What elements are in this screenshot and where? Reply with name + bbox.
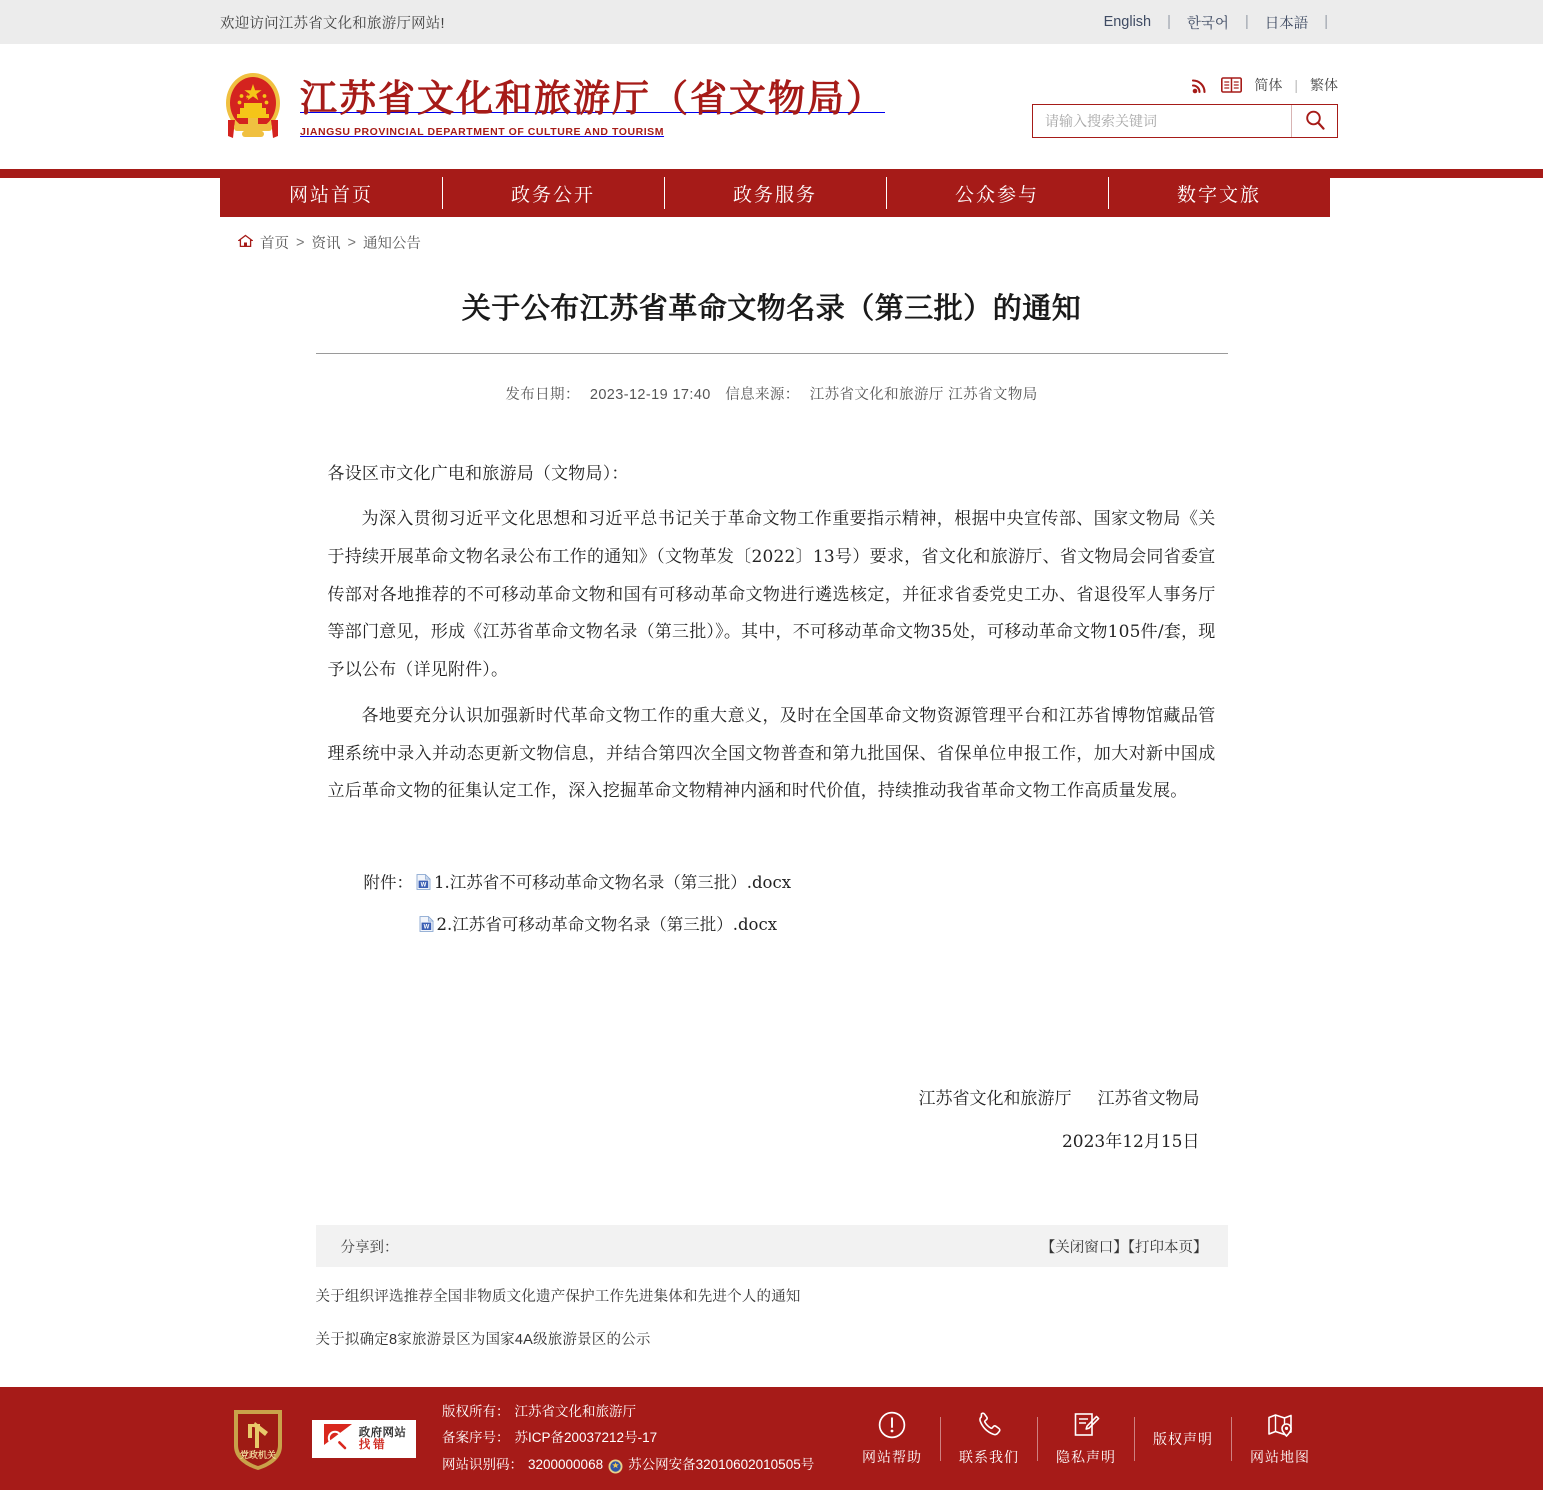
home-icon [238,234,253,252]
search-button[interactable] [1291,105,1337,137]
simplified-chinese-link[interactable]: 简体 [1254,77,1283,93]
attachments-label: 附件： [363,873,413,893]
signature-org-department: 江苏省文化和旅游厅 [918,1089,1072,1110]
attachment-row [364,869,1216,893]
government-website-error-report-badge[interactable] [312,1420,416,1458]
breadcrumb [238,232,1543,253]
breadcrumb-item-home[interactable]: 首页 [260,236,289,252]
signature-block [316,953,1228,1163]
police-record-link[interactable]: 苏公网安备32010602010505号 [628,1456,815,1472]
footer-copyright-line [442,1399,814,1425]
utility-separator: | [1294,77,1298,93]
footer-link-label: 网站帮助 [862,1450,922,1467]
search-input[interactable] [1033,105,1291,137]
party-government-badge-icon [230,1406,286,1472]
close-window-button[interactable]: 【关闭窗口】 [1040,1239,1128,1256]
page-title: 关于公布江苏省革命文物名录（第三批）的通知 [461,291,1082,325]
publish-date-label: 发布日期： [505,386,580,403]
gov-check-title: 政府网站 [358,1426,407,1439]
signature-org-bureau: 江苏省文物局 [1097,1089,1200,1110]
svg-text:W: W [423,924,429,931]
site-id-value: 3200000068 [528,1456,604,1472]
main-nav-bar [0,169,1543,206]
welcome-message: 欢迎访问江苏省文化和旅游厅网站! [220,15,445,32]
top-bar [0,0,1543,44]
police-badge-icon [608,1457,623,1472]
signature-orgs [316,1078,1200,1121]
related-link[interactable]: 关于组织评选推荐全国非物质文化遗产保护工作先进集体和先进个人的通知 [315,1289,801,1306]
utility-row [1192,75,1338,95]
site-title-cn: 江苏省文化和旅游厅（省文物局） [300,76,885,121]
header-utilities [1032,75,1338,138]
national-emblem-icon [220,70,286,144]
attachment-link[interactable]: 1.江苏省不可移动革命文物名录（第三批）.docx [434,873,792,893]
footer-link-label: 隐私声明 [1056,1450,1116,1467]
share-actions [1041,1236,1208,1257]
related-link[interactable]: 关于拟确定8家旅游景区为国家4A级旅游景区的公示 [315,1332,651,1349]
site-header [0,44,1543,169]
nav-item-digital-culture-tourism[interactable]: 数字文旅 [1108,169,1330,217]
article-paragraph: 各设区市文化广电和旅游局（文物局）： [327,463,629,484]
nav-item-home[interactable]: 网站首页 [288,183,373,206]
footer-link-label: 版权声明 [1153,1431,1213,1448]
language-separator: | [1244,14,1249,30]
breadcrumb-separator: > [347,234,356,251]
article [316,253,1228,1349]
site-logo-link[interactable] [220,70,1032,144]
gov-check-magnifier-icon [322,1421,356,1456]
language-switcher [1088,12,1328,33]
footer-links [844,1401,1328,1477]
source-label: 信息来源： [725,386,800,403]
footer-icp-line [442,1425,814,1451]
word-document-icon [416,874,431,890]
attachment-row [364,911,1216,935]
footer-link-label: 网站地图 [1250,1450,1310,1467]
article-paragraph: 为深入贯彻习近平文化思想和习近平总书记关于革命文物工作重要指示精神，根据中央宣传部、国家文物局《关于持续开展革命文物名录公布工作的通知》（文物革发〔2022〕13号）要求，省文化和旅游厅、省文物局会同省委宣传部对各地推荐的不可移动革命文物和国有可移动革命文物进行遴选核定，并征求省委党史工办、省退役军人事务厅等部门意见，形成《江苏省革命文物名录（第三批）》。其中，不可移动革命文物35处，可移动革命文物105件/套，现予以公布（详见附件）。 [327,509,1216,681]
document-edit-icon [1071,1410,1101,1440]
footer-link-site-map[interactable] [1232,1401,1328,1477]
share-label: 分享到： [340,1239,399,1256]
svg-text:W: W [420,882,427,889]
footer-link-privacy-statement[interactable] [1038,1401,1134,1477]
book-icon[interactable] [1221,77,1242,93]
copyright-label: 版权所有： [442,1404,510,1420]
source-value: 江苏省文化和旅游厅 江苏省文物局 [809,386,1038,403]
word-document-icon [419,916,434,932]
icp-label: 备案序号： [442,1430,510,1446]
site-footer [0,1387,1543,1490]
phone-icon [974,1410,1004,1440]
footer-info [442,1399,814,1478]
article-meta [316,354,1228,404]
breadcrumb-item-announcements[interactable]: 通知公告 [362,236,421,252]
svg-text:党政机关: 党政机关 [239,1450,277,1461]
nav-item-public-participation[interactable]: 公众参与 [886,169,1108,217]
language-separator: | [1167,14,1171,30]
breadcrumb-item-news[interactable]: 资讯 [311,236,341,252]
language-japanese[interactable]: 日本語 [1264,15,1309,32]
publish-date-value: 2023-12-19 17:40 [589,386,711,403]
footer-link-website-help[interactable] [844,1401,940,1477]
rss-icon[interactable] [1192,77,1209,94]
site-title-en: JIANGSU PROVINCIAL DEPARTMENT OF CULTURE AND TOURISM [300,125,665,138]
gov-check-subtitle: 找错 [358,1438,388,1451]
breadcrumb-separator: > [296,234,305,251]
language-korean[interactable]: 한국어 [1186,15,1229,32]
footer-link-contact-us[interactable] [941,1401,1037,1477]
copyright-value: 江苏省文化和旅游厅 [514,1404,636,1420]
traditional-chinese-link[interactable]: 繁体 [1310,77,1338,93]
print-page-button[interactable]: 【打印本页】 [1127,1239,1208,1256]
map-pin-icon [1265,1410,1295,1440]
attachment-link[interactable]: 2.江苏省可移动革命文物名录（第三批）.docx [436,915,778,935]
language-english[interactable]: English [1103,14,1152,30]
related-links [316,1267,1228,1349]
exclamation-circle-icon [877,1410,907,1440]
search-box [1032,104,1338,138]
share-bar [316,1225,1228,1267]
signature-date: 2023年12月15日 [1061,1131,1200,1152]
article-body [316,404,1228,812]
nav-item-government-affairs-disclosure[interactable]: 政务公开 [442,169,664,217]
language-separator: | [1324,14,1328,30]
article-paragraph: 各地要充分认识加强新时代革命文物工作的重大意义，及时在全国革命文物资源管理平台和江苏省博物馆藏品管理系统中录入并动态更新文物信息，并结合第四次全国文物普查和第九批国保、省保单位申报工作，加大对新中国成立后革命文物的征集认定工作，深入挖掘革命文物精神内涵和时代价值，持续推动我省革命文物工作高质量发展。 [327,705,1216,802]
footer-link-label: 联系我们 [959,1450,1019,1467]
icp-value: 苏ICP备20037212号-17 [514,1430,658,1446]
nav-item-government-services[interactable]: 政务服务 [664,169,886,217]
attachments [316,819,1228,935]
search-icon [1304,109,1326,134]
footer-left [230,1399,814,1478]
footer-site-id-line [442,1452,814,1478]
site-id-label: 网站识别码： [442,1456,523,1472]
footer-link-copyright-statement[interactable] [1135,1401,1231,1477]
main-nav [220,169,1330,217]
